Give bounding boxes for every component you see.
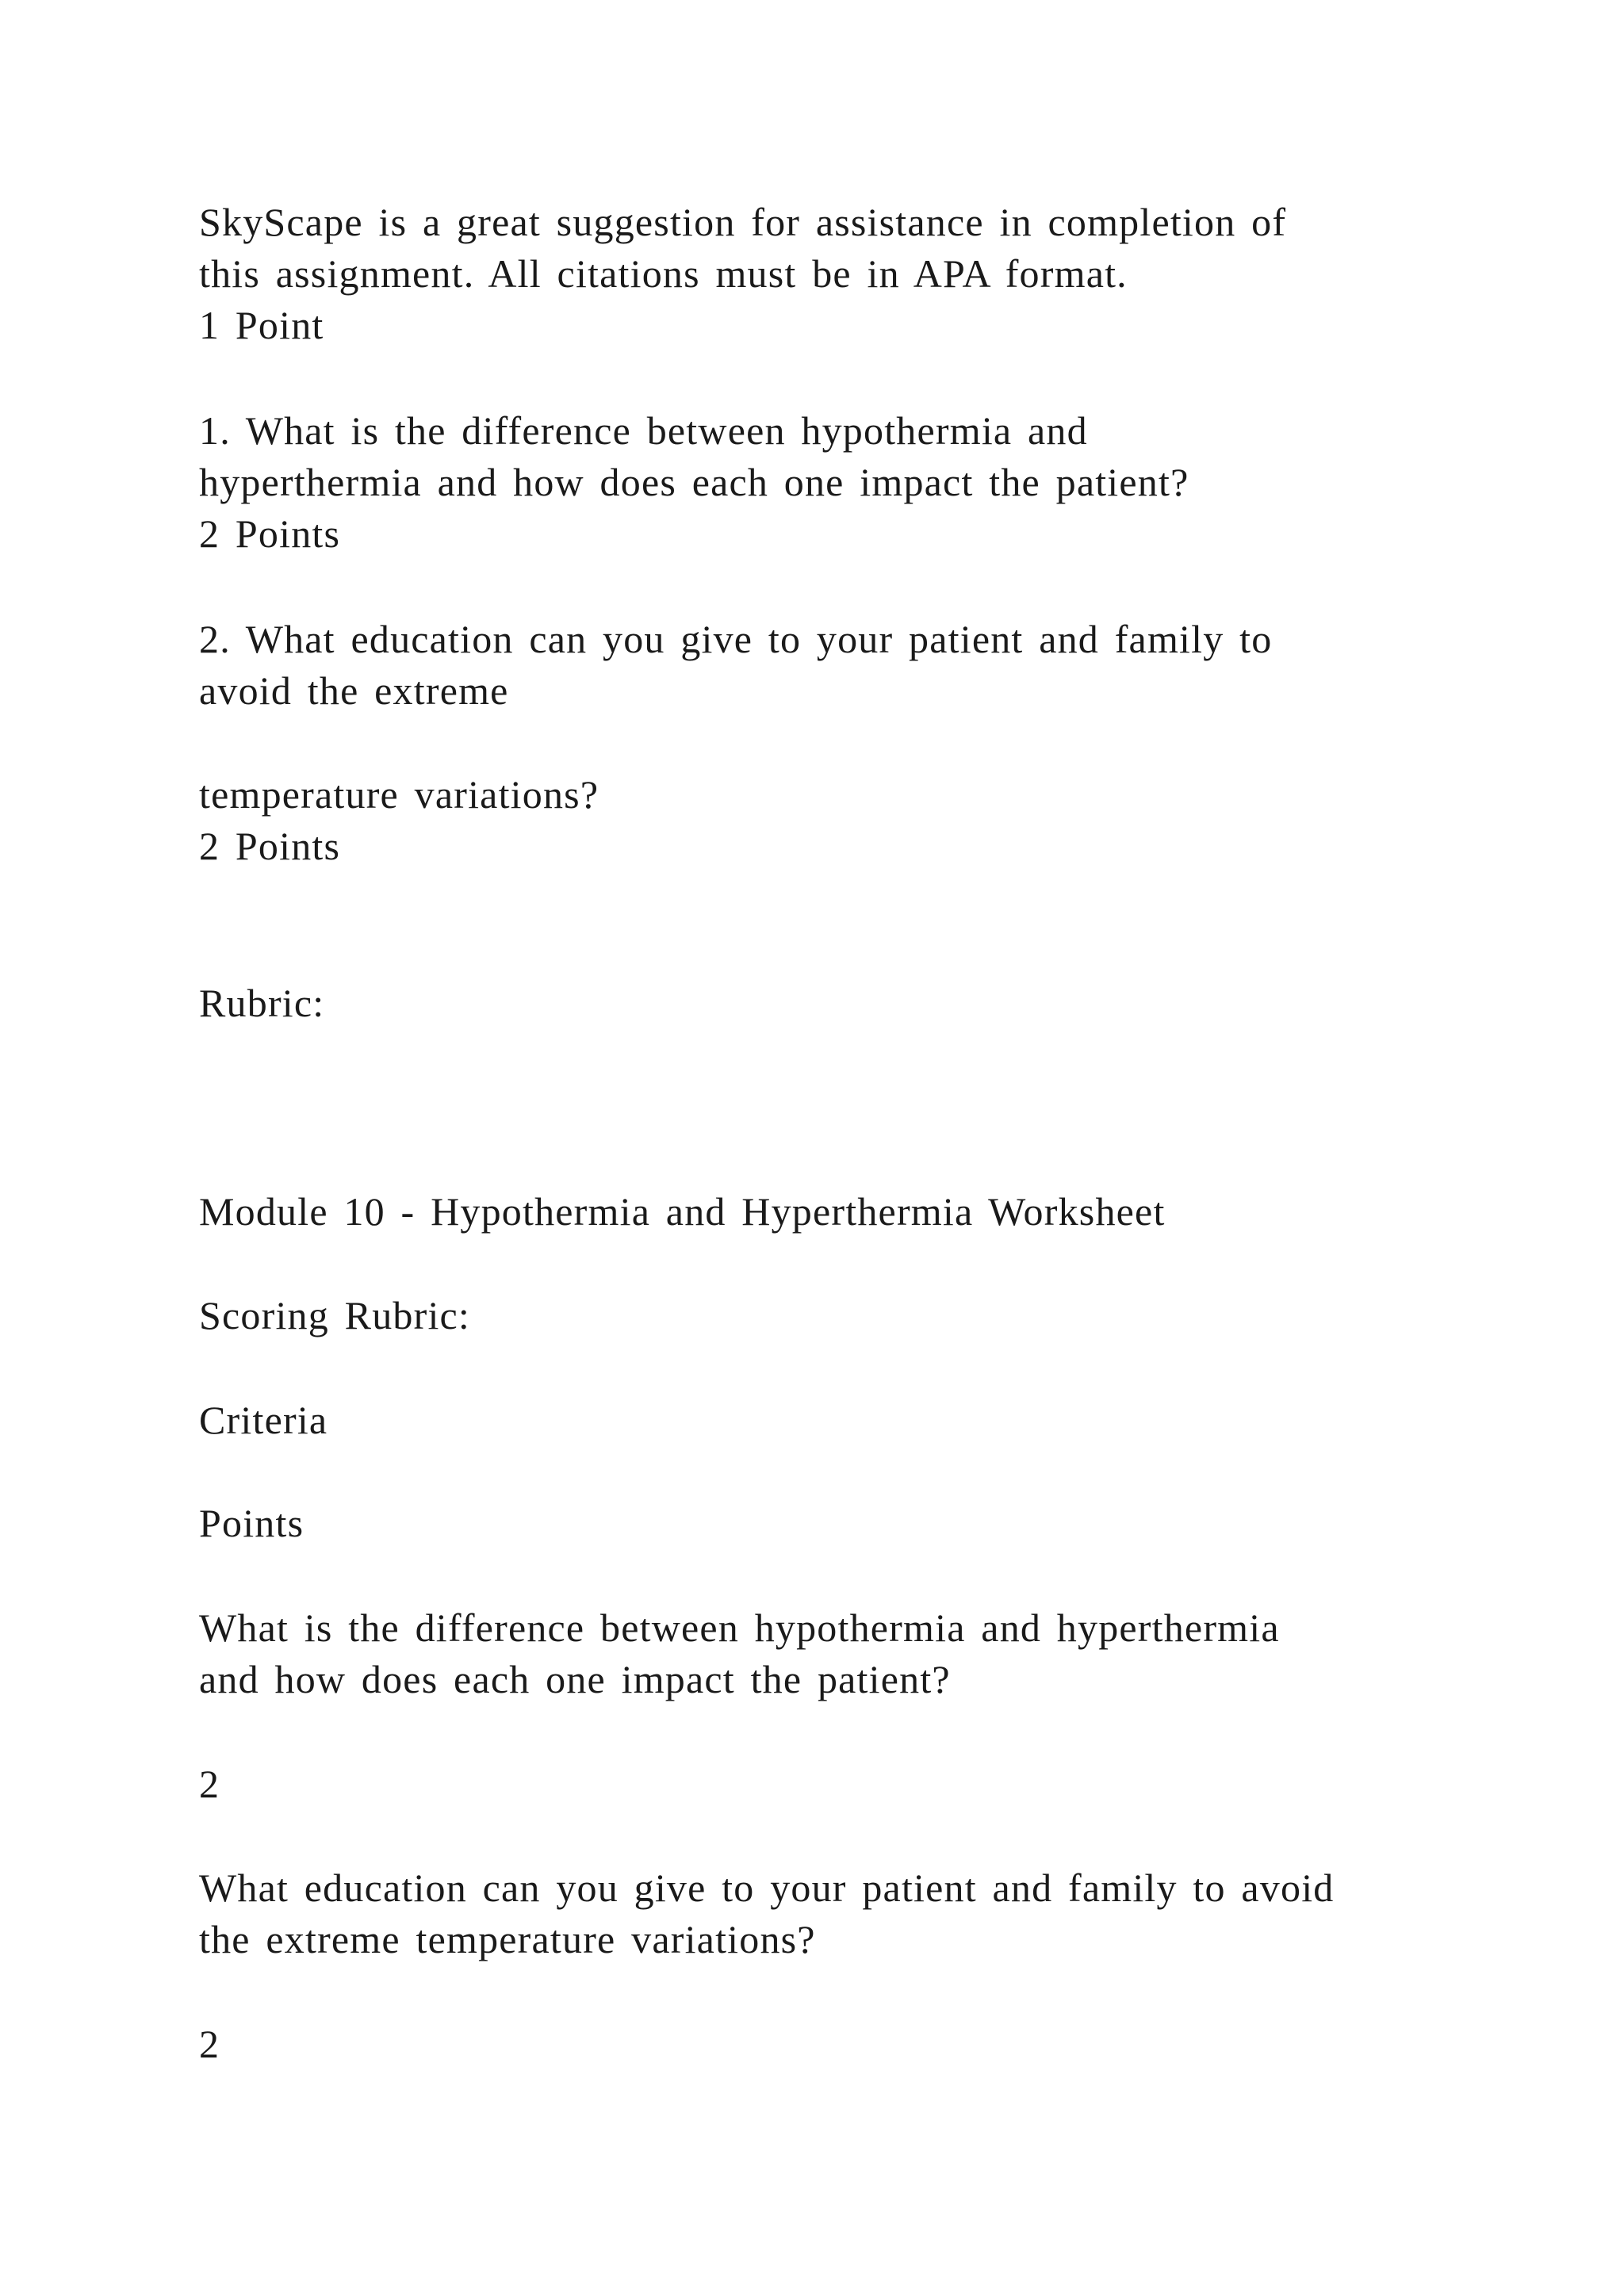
table-header-criteria: Criteria <box>199 1398 328 1442</box>
question-2-points: 2 Points <box>199 824 341 868</box>
table-row-2-criteria-line-2: the extreme temperature variations? <box>199 1917 816 1961</box>
table-header-points: Points <box>199 1501 304 1545</box>
question-1-points: 2 Points <box>199 511 341 556</box>
module-title: Module 10 - Hypothermia and Hyperthermia Worksheet <box>199 1189 1166 1234</box>
table-row-1-criteria-line-1: What is the difference between hypothermia and hyperthermia <box>199 1605 1280 1650</box>
table-row-2-criteria-line-1: What education can you give to your patient and family to avoid <box>199 1866 1335 1910</box>
rubric-label: Rubric: <box>199 981 325 1025</box>
scoring-rubric-label: Scoring Rubric: <box>199 1293 471 1337</box>
question-2-line-2: avoid the extreme <box>199 668 509 713</box>
table-row-1-points: 2 <box>199 1762 220 1806</box>
intro-points: 1 Point <box>199 303 324 347</box>
table-row-2-points: 2 <box>199 2022 220 2066</box>
question-1-line-2: hyperthermia and how does each one impact the patient? <box>199 460 1189 504</box>
intro-text-line-2: this assignment. All citations must be in APA format. <box>199 251 1128 296</box>
question-1-line-1: 1. What is the difference between hypothermia and <box>199 408 1088 453</box>
question-2-line-3: temperature variations? <box>199 772 599 817</box>
table-row-1-criteria-line-2: and how does each one impact the patient? <box>199 1657 951 1701</box>
question-2-line-1: 2. What education can you give to your patient and family to <box>199 617 1273 661</box>
intro-text-line-1: SkyScape is a great suggestion for assistance in completion of <box>199 200 1287 244</box>
